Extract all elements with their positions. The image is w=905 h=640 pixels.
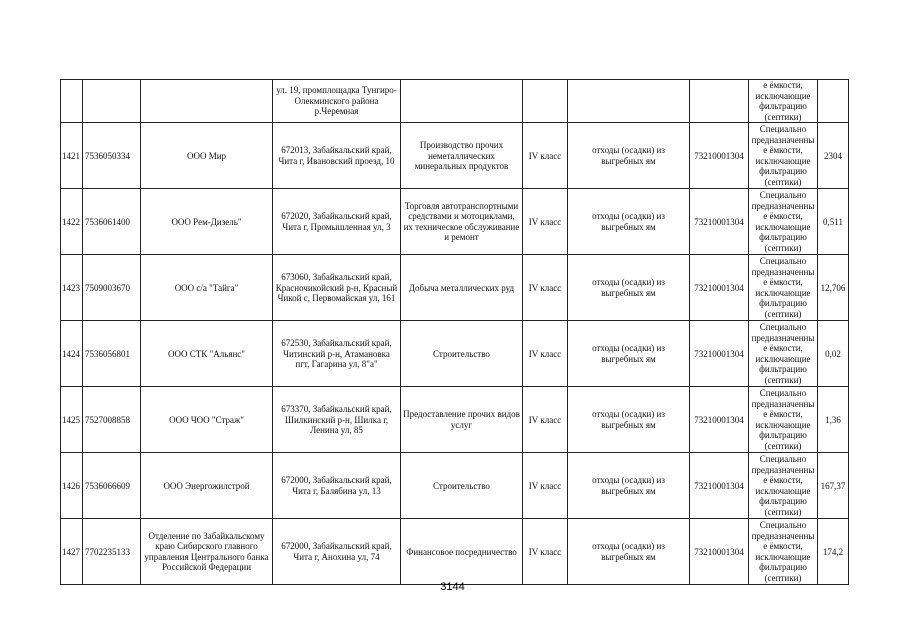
hazard-class-cell: IV класс	[523, 123, 568, 189]
waste-name-cell: отходы (осадки) из выгребных ям	[568, 519, 690, 585]
organization-name-cell: ООО СТК "Альянс"	[141, 321, 273, 387]
waste-name-cell: отходы (осадки) из выгребных ям	[568, 189, 690, 255]
address-cell: 672530, Забайкальский край, Читинский р-н, Атамановка пгт, Гагарина ул, 8"а"	[273, 321, 401, 387]
activity-cell: Торговля автотранспортными средствами и мотоциклами, их техническое обслуживание и ремонт	[401, 189, 523, 255]
waste-code-cell: 73210001304	[690, 519, 749, 585]
waste-name-cell	[568, 80, 690, 123]
address-cell: 672000, Забайкальский край, Чита г, Анохина ул, 74	[273, 519, 401, 585]
inn-cell: 7702235133	[83, 519, 141, 585]
amount-cell: 0,02	[818, 321, 849, 387]
disposal-method-cell: е ёмкости, исключающие фильтрацию (септики)	[749, 80, 818, 123]
row-number-cell: 1423	[61, 255, 83, 321]
waste-code-cell: 73210001304	[690, 123, 749, 189]
organization-name-cell: Отделение по Забайкальскому краю Сибирского главного управления Центрального банка Российской Федерации	[141, 519, 273, 585]
inn-cell: 7536050334	[83, 123, 141, 189]
table-row	[61, 387, 849, 453]
amount-cell	[818, 80, 849, 123]
inn-cell: 7536066609	[83, 453, 141, 519]
hazard-class-cell: IV класс	[523, 453, 568, 519]
waste-name-cell: отходы (осадки) из выгребных ям	[568, 387, 690, 453]
address-cell: ул. 19, промплощадка Тунгиро- Олекминского района р.Черемная	[273, 80, 401, 123]
waste-name-cell: отходы (осадки) из выгребных ям	[568, 321, 690, 387]
disposal-method-cell: Специально предназначенны е ёмкости, исключающие фильтрацию (септики)	[749, 123, 818, 189]
activity-cell: Строительство	[401, 453, 523, 519]
inn-cell: 7527008858	[83, 387, 141, 453]
table-row	[61, 453, 849, 519]
amount-cell: 0,511	[818, 189, 849, 255]
amount-cell: 12,706	[818, 255, 849, 321]
address-cell: 672020, Забайкальский край, Чита г, Промышленная ул, 3	[273, 189, 401, 255]
waste-registry-table	[60, 79, 849, 585]
amount-cell: 2304	[818, 123, 849, 189]
row-number-cell: 1425	[61, 387, 83, 453]
row-number-cell: 1424	[61, 321, 83, 387]
hazard-class-cell: IV класс	[523, 321, 568, 387]
table-row	[61, 519, 849, 585]
waste-code-cell: 73210001304	[690, 453, 749, 519]
inn-cell: 7536056801	[83, 321, 141, 387]
row-number-cell: 1422	[61, 189, 83, 255]
disposal-method-cell: Специально предназначенны е ёмкости, исключающие фильтрацию (септики)	[749, 189, 818, 255]
activity-cell	[401, 80, 523, 123]
disposal-method-cell: Специально предназначенны е ёмкости, исключающие фильтрацию (септики)	[749, 453, 818, 519]
address-cell: 672000, Забайкальский край, Чита г, Балябина ул, 13	[273, 453, 401, 519]
row-number-cell: 1421	[61, 123, 83, 189]
organization-name-cell: ООО Мир	[141, 123, 273, 189]
activity-cell: Финансовое посредничество	[401, 519, 523, 585]
activity-cell: Производство прочих неметаллических минеральных продуктов	[401, 123, 523, 189]
waste-code-cell: 73210001304	[690, 255, 749, 321]
hazard-class-cell: IV класс	[523, 189, 568, 255]
hazard-class-cell: IV класс	[523, 387, 568, 453]
waste-code-cell	[690, 80, 749, 123]
inn-cell: 7536061400	[83, 189, 141, 255]
amount-cell: 167,37	[818, 453, 849, 519]
disposal-method-cell: Специально предназначенны е ёмкости, исключающие фильтрацию (септики)	[749, 387, 818, 453]
hazard-class-cell: IV класс	[523, 255, 568, 321]
waste-code-cell: 73210001304	[690, 321, 749, 387]
waste-name-cell: отходы (осадки) из выгребных ям	[568, 453, 690, 519]
table-row	[61, 123, 849, 189]
address-cell: 673060, Забайкальский край, Красночикойский р-н, Красный Чикой с, Первомайская ул, 161	[273, 255, 401, 321]
table-row	[61, 255, 849, 321]
table-row	[61, 321, 849, 387]
organization-name-cell: ООО с/а "Тайга"	[141, 255, 273, 321]
waste-name-cell: отходы (осадки) из выгребных ям	[568, 255, 690, 321]
activity-cell: Строительство	[401, 321, 523, 387]
hazard-class-cell: IV класс	[523, 519, 568, 585]
address-cell: 672013, Забайкальский край, Чита г, Ивановский проезд, 10	[273, 123, 401, 189]
page-number: 3144	[440, 581, 465, 593]
activity-cell: Предоставление прочих видов услуг	[401, 387, 523, 453]
hazard-class-cell	[523, 80, 568, 123]
organization-name-cell: ООО Энергожилстрой	[141, 453, 273, 519]
amount-cell: 174,2	[818, 519, 849, 585]
activity-cell: Добыча металлических руд	[401, 255, 523, 321]
address-cell: 673370, Забайкальский край, Шилкинский р-н, Шилка г, Ленина ул, 85	[273, 387, 401, 453]
table-row	[61, 189, 849, 255]
disposal-method-cell: Специально предназначенны е ёмкости, исключающие фильтрацию (септики)	[749, 519, 818, 585]
disposal-method-cell: Специально предназначенны е ёмкости, исключающие фильтрацию (септики)	[749, 321, 818, 387]
row-number-cell	[61, 80, 83, 123]
organization-name-cell: ООО ЧОО "Страж"	[141, 387, 273, 453]
amount-cell: 1,36	[818, 387, 849, 453]
organization-name-cell: ООО Рем-Дизель"	[141, 189, 273, 255]
inn-cell	[83, 80, 141, 123]
inn-cell: 7509003670	[83, 255, 141, 321]
waste-code-cell: 73210001304	[690, 189, 749, 255]
row-number-cell: 1427	[61, 519, 83, 585]
waste-name-cell: отходы (осадки) из выгребных ям	[568, 123, 690, 189]
waste-code-cell: 73210001304	[690, 387, 749, 453]
organization-name-cell	[141, 80, 273, 123]
table-row	[61, 80, 849, 123]
disposal-method-cell: Специально предназначенны е ёмкости, исключающие фильтрацию (септики)	[749, 255, 818, 321]
row-number-cell: 1426	[61, 453, 83, 519]
